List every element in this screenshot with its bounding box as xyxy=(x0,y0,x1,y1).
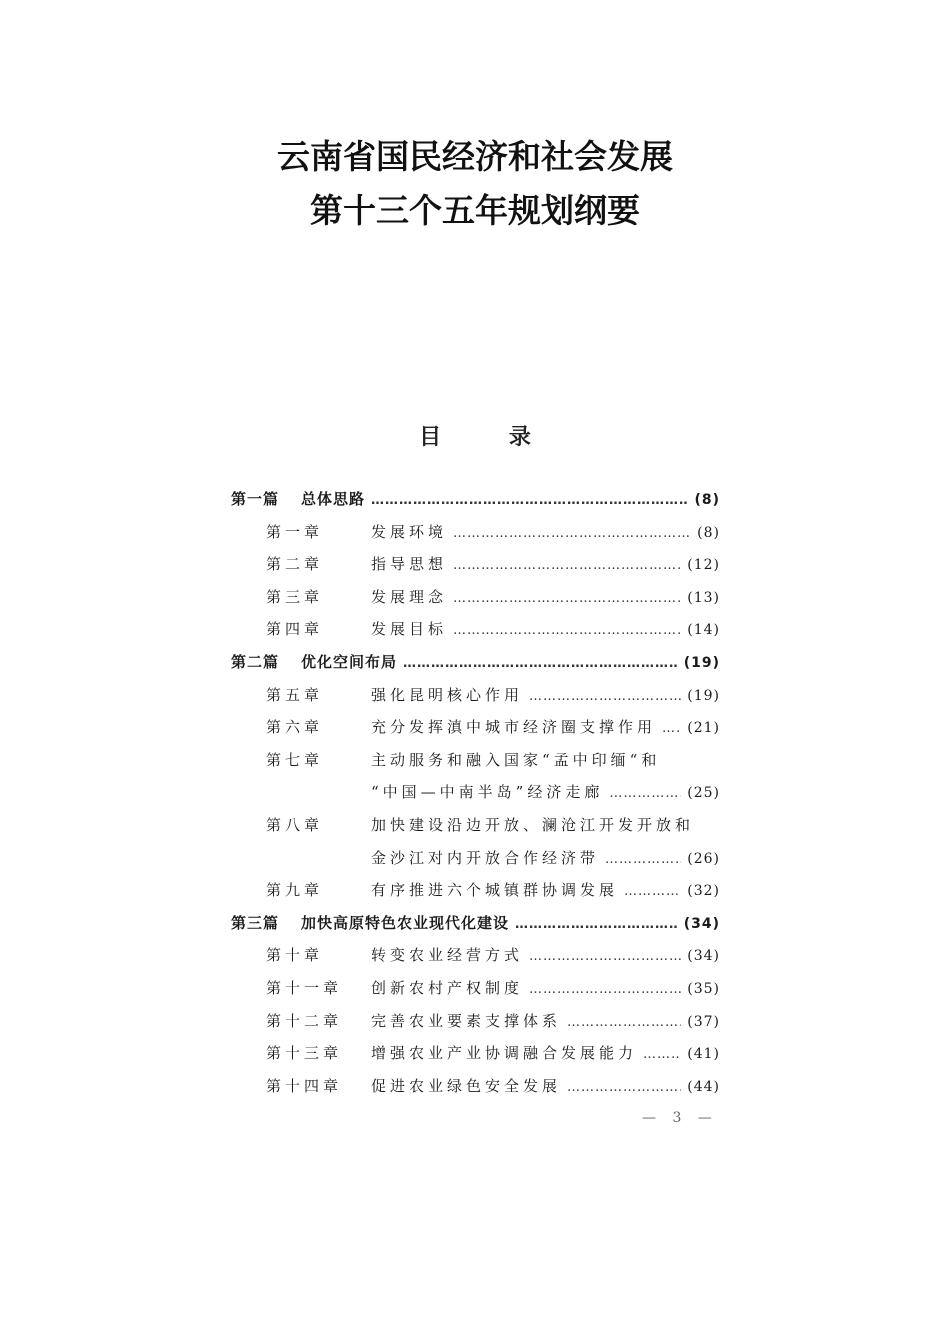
toc-entry-title: 强化昆明核心作用 xyxy=(371,686,524,704)
toc-part-entry[interactable] xyxy=(231,912,720,938)
toc-entry-title: 发展目标 xyxy=(371,620,448,638)
toc-entry-title: 金沙江对内开放合作经济带 xyxy=(371,849,600,867)
toc-entry-title: 创新农村产权制度 xyxy=(371,979,524,997)
toc-leader-dots xyxy=(515,917,678,932)
toc-entry-title: 总体思路 xyxy=(301,490,366,508)
toc-leader-dots xyxy=(529,982,681,997)
toc-leader-dots xyxy=(624,884,681,899)
toc-chapter-entry[interactable] xyxy=(231,944,720,970)
toc-entry-label: 第六章 xyxy=(266,718,324,736)
toc-chapter-entry[interactable] xyxy=(231,749,720,775)
toc-leader-dots xyxy=(453,558,681,573)
toc-entry-page-number: (32) xyxy=(687,883,720,899)
toc-entry-title: 发展理念 xyxy=(371,588,448,606)
toc-entry-label: 第十三章 xyxy=(266,1044,343,1062)
toc-entry-page-number: (21) xyxy=(687,720,720,736)
toc-chapter-entry[interactable] xyxy=(231,847,720,873)
toc-leader-dots xyxy=(453,623,681,638)
toc-entry-label: 第一篇 xyxy=(231,490,280,508)
toc-entry-label: 第四章 xyxy=(266,620,324,638)
toc-chapter-entry[interactable] xyxy=(231,781,720,807)
toc-chapter-entry[interactable] xyxy=(231,1010,720,1036)
toc-entry-title: 促进农业绿色安全发展 xyxy=(371,1077,562,1095)
toc-entry-label: 第二章 xyxy=(266,555,324,573)
toc-part-entry[interactable] xyxy=(231,651,720,677)
toc-entry-title: 转变农业经营方式 xyxy=(371,946,524,964)
document-title-line-2: 第十三个五年规划纲要 xyxy=(310,191,640,230)
toc-entry-page-number: (14) xyxy=(687,622,720,638)
toc-leader-dots xyxy=(567,1080,681,1095)
toc-chapter-entry[interactable] xyxy=(231,814,720,840)
toc-chapter-entry[interactable] xyxy=(231,1075,720,1101)
toc-part-entry[interactable] xyxy=(231,488,720,514)
toc-entry-label: 第十二章 xyxy=(266,1012,343,1030)
toc-chapter-entry[interactable] xyxy=(231,879,720,905)
toc-entry-page-number: (8) xyxy=(694,492,720,508)
toc-leader-dots xyxy=(567,1015,681,1030)
toc-entry-title: 优化空间布局 xyxy=(301,653,398,671)
toc-entry-page-number: (19) xyxy=(687,688,720,704)
toc-leader-dots xyxy=(403,656,678,671)
toc-entry-label: 第三章 xyxy=(266,588,324,606)
toc-leader-dots xyxy=(453,591,681,606)
toc-leader-dots xyxy=(529,689,681,704)
toc-chapter-entry[interactable] xyxy=(231,977,720,1003)
toc-entry-title: 完善农业要素支撑体系 xyxy=(371,1012,562,1030)
toc-entry-title: 有序推进六个城镇群协调发展 xyxy=(371,881,619,899)
toc-entry-label: 第十一章 xyxy=(266,979,343,997)
toc-entry-title: 增强农业产业协调融合发展能力 xyxy=(371,1044,638,1062)
toc-entry-page-number: (19) xyxy=(683,655,720,671)
toc-entry-title: 充分发挥滇中城市经济圈支撑作用 xyxy=(371,718,657,736)
toc-entry-label: 第五章 xyxy=(266,686,324,704)
toc-leader-dots xyxy=(453,526,691,541)
toc-entry-page-number: (37) xyxy=(687,1014,720,1030)
toc-entry-label: 第十章 xyxy=(266,946,324,964)
toc-entry-label: 第八章 xyxy=(266,816,324,834)
toc-leader-dots xyxy=(643,1047,681,1062)
toc-chapter-entry[interactable] xyxy=(231,618,720,644)
toc-entry-title: 主动服务和融入国家“孟中印缅“和 xyxy=(371,751,661,769)
toc-entry-page-number: (35) xyxy=(687,981,720,997)
toc-entry-title: 加快建设沿边开放、澜沧江开发开放和 xyxy=(371,816,695,834)
toc-chapter-entry[interactable] xyxy=(231,553,720,579)
toc-entry-title: 加快高原特色农业现代化建设 xyxy=(301,914,510,932)
toc-entry-label: 第二篇 xyxy=(231,653,280,671)
toc-entry-page-number: (13) xyxy=(687,590,720,606)
toc-entry-title: 发展环境 xyxy=(371,523,448,541)
toc-entry-label: 第七章 xyxy=(266,751,324,769)
document-title-line-1: 云南省国民经济和社会发展 xyxy=(277,137,673,176)
toc-leader-dots xyxy=(609,786,681,801)
toc-entry-page-number: (34) xyxy=(687,948,720,964)
toc-leader-dots xyxy=(371,493,688,508)
toc-entry-title: “中国—中南半岛”经济走廊 xyxy=(371,783,604,801)
toc-leader-dots xyxy=(662,721,681,736)
toc-chapter-entry[interactable] xyxy=(231,716,720,742)
toc-chapter-entry[interactable] xyxy=(231,586,720,612)
toc-entry-page-number: (41) xyxy=(687,1046,720,1062)
toc-entry-page-number: (25) xyxy=(687,785,720,801)
toc-chapter-entry[interactable] xyxy=(231,1042,720,1068)
toc-entry-title: 指导思想 xyxy=(371,555,448,573)
toc-entry-label: 第三篇 xyxy=(231,914,280,932)
toc-leader-dots xyxy=(605,852,681,867)
toc-chapter-entry[interactable] xyxy=(231,521,720,547)
toc-leader-dots xyxy=(529,949,681,964)
toc-heading: 目 录 xyxy=(419,425,561,450)
toc-entry-label: 第九章 xyxy=(266,881,324,899)
toc-entry-label: 第一章 xyxy=(266,523,324,541)
toc-chapter-entry[interactable] xyxy=(231,684,720,710)
toc-entry-page-number: (12) xyxy=(687,557,720,573)
page-number-footer: — 3 — xyxy=(642,1110,718,1126)
toc-entry-page-number: (44) xyxy=(687,1079,720,1095)
toc-entry-page-number: (34) xyxy=(683,916,720,932)
toc-entry-page-number: (8) xyxy=(697,525,720,541)
toc-entry-page-number: (26) xyxy=(687,851,720,867)
toc-entry-label: 第十四章 xyxy=(266,1077,343,1095)
